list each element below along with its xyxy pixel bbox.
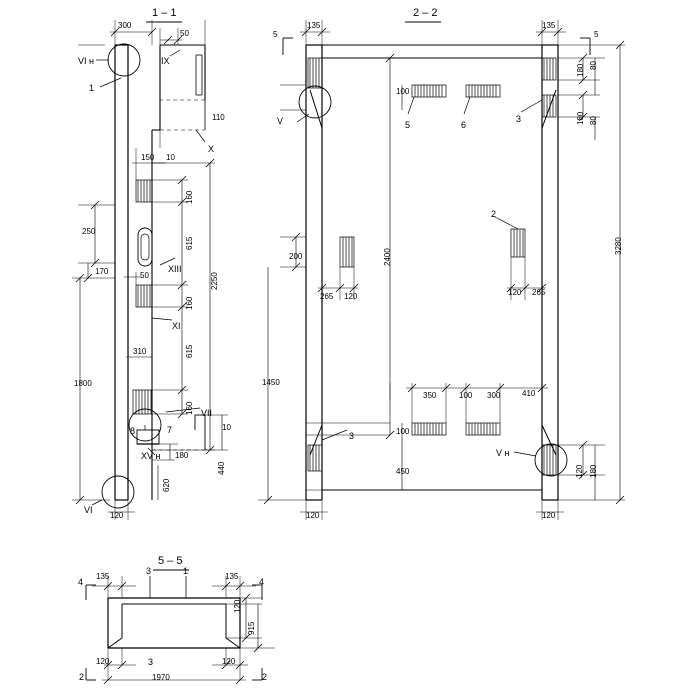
dimension-label-vertical: 615 xyxy=(185,236,194,250)
dimension-label-vertical: 160 xyxy=(185,401,194,415)
dimension-label: V xyxy=(277,116,284,126)
dimension-label: XI xyxy=(172,321,181,331)
dimension-label: 50 xyxy=(140,271,149,280)
dimension-label: XV н xyxy=(141,451,161,461)
dimension-label: 135 xyxy=(307,21,321,30)
dimension-label-vertical: 3280 xyxy=(614,237,623,255)
dimension-label: 2 xyxy=(262,672,268,682)
dimension-label: 110 xyxy=(212,113,225,122)
dimension-label: 5 xyxy=(594,30,599,39)
dimension-label: 450 xyxy=(396,467,410,476)
dimension-label: 135 xyxy=(96,572,110,581)
dimension-label: X xyxy=(208,144,215,154)
dimension-label: 8 xyxy=(130,426,136,436)
dimension-label: VI xyxy=(84,505,93,515)
dimension-label-vertical: 440 xyxy=(217,461,226,475)
dimension-label: 1800 xyxy=(74,379,92,388)
dimension-label-vertical: 180 xyxy=(589,464,598,478)
dimension-label: 3 xyxy=(146,566,152,576)
dimension-label: 300 xyxy=(487,391,501,400)
dimension-label: 5 xyxy=(273,30,278,39)
dimension-label: 2 xyxy=(79,672,85,682)
dimension-label: 7 xyxy=(167,425,173,435)
dimension-label: 3 xyxy=(148,657,154,667)
dimension-label: 150 xyxy=(141,153,155,162)
dimension-label: 135 xyxy=(225,572,239,581)
dimension-label: 5 – 5 xyxy=(158,555,183,567)
dimension-label: 2 – 2 xyxy=(413,7,438,19)
dimension-label-vertical: 620 xyxy=(162,478,171,492)
dimension-label: 120 xyxy=(542,511,556,520)
dimension-label: 120 xyxy=(508,288,522,297)
dimension-label-vertical: 120 xyxy=(233,599,242,613)
dimension-label: 100 xyxy=(396,427,410,436)
dimension-label: 180 xyxy=(175,451,189,460)
dimension-label: 350 xyxy=(423,391,437,400)
dimension-label-vertical: 2400 xyxy=(383,248,392,266)
dimension-label: 300 xyxy=(118,21,132,30)
dimension-label: 170 xyxy=(95,267,109,276)
dimension-label-vertical: 80 xyxy=(589,116,598,125)
dimension-label: IX xyxy=(161,56,170,66)
dimension-label: 1 xyxy=(183,566,189,576)
dimension-label: 120 xyxy=(344,292,358,301)
dimension-label: 265 xyxy=(532,288,546,297)
dimension-label: 3 xyxy=(516,114,522,124)
dimension-label-vertical: 915 xyxy=(247,621,256,635)
dimension-label-vertical: 180 xyxy=(576,111,585,125)
dimension-label: 120 xyxy=(306,511,320,520)
dimension-label-vertical: 180 xyxy=(576,63,585,77)
dimension-label: 100 xyxy=(396,87,410,96)
dimension-label: 1 – 1 xyxy=(152,7,177,19)
dimension-label: 10 xyxy=(222,423,231,432)
dimension-label: 4 xyxy=(78,577,84,587)
dimension-label: 2 xyxy=(491,209,497,219)
dimension-label: 1970 xyxy=(152,673,170,682)
dimension-label: 200 xyxy=(289,252,303,261)
dimension-label: 10 xyxy=(166,153,175,162)
dimension-label-vertical: 80 xyxy=(589,61,598,70)
dimension-label: 1450 xyxy=(262,378,280,387)
dimension-label: 410 xyxy=(522,389,536,398)
dimension-label: 120 xyxy=(222,657,236,666)
dimension-label: 5 xyxy=(405,120,411,130)
dimension-label: V н xyxy=(496,448,510,458)
dimension-label: 1 xyxy=(89,83,95,93)
dimension-label: 135 xyxy=(542,21,556,30)
dimension-label: VII xyxy=(201,408,213,418)
dimension-label: 265 xyxy=(320,292,334,301)
dimension-label: VI н xyxy=(78,56,94,66)
dimension-label-vertical: 160 xyxy=(185,296,194,310)
dimension-label: 120 xyxy=(110,511,124,520)
dimension-label: 6 xyxy=(461,120,467,130)
dimension-label-vertical: 2250 xyxy=(210,272,219,290)
dimension-label: XIII xyxy=(168,264,182,274)
dimension-label: 310 xyxy=(133,347,147,356)
dimension-label: 100 xyxy=(459,391,473,400)
dimension-label-vertical: 615 xyxy=(185,344,194,358)
dimension-label: 250 xyxy=(82,227,96,236)
dimension-label: 50 xyxy=(180,29,189,38)
dimension-label-vertical: 160 xyxy=(185,190,194,204)
dimension-label: 120 xyxy=(96,657,110,666)
dimension-label-vertical: 120 xyxy=(575,464,584,478)
dimension-label: 3 xyxy=(349,431,355,441)
dimension-label: 4 xyxy=(259,577,265,587)
